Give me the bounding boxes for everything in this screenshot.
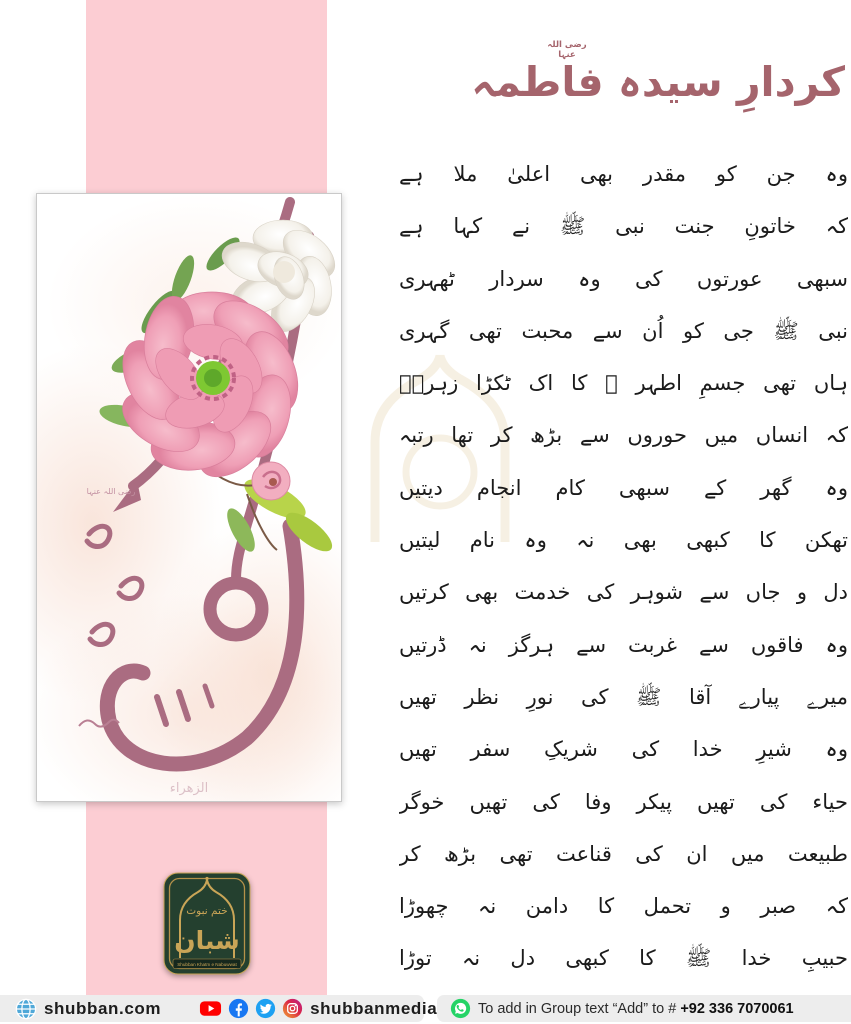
poem-line: نبی ﷺ جی کو اُن سے محبت تھی گہری xyxy=(399,318,848,343)
poem-line: طبیعت میں ان کی قناعت تھی بڑھ کر xyxy=(399,841,848,866)
rose-bud xyxy=(252,462,290,500)
poem-line: کہ انساں میں حوروں سے بڑھ کر تھا رتبہ xyxy=(399,423,848,448)
social-handle[interactable]: shubbanmedia xyxy=(310,998,438,1018)
shubban-logo xyxy=(163,872,251,975)
logo-main-text: شبان xyxy=(174,926,240,955)
poem-line: میرے پیارے آقا ﷺ کی نورِ نظر تھیں xyxy=(399,684,848,709)
website-link[interactable]: shubban.com xyxy=(44,998,162,1018)
youtube-icon[interactable] xyxy=(199,997,222,1020)
whatsapp-number[interactable]: +92 336 7070061 xyxy=(680,1000,794,1017)
logo-top-text: ختم نبوت xyxy=(186,905,228,917)
whatsapp-icon[interactable] xyxy=(450,998,471,1019)
poem-line: کہ صبر و تحمل کا دامن نہ چھوڑا xyxy=(399,894,848,919)
honorific-roundel: رضی اللہ عنہا xyxy=(547,40,587,61)
globe-icon xyxy=(15,998,37,1020)
honorific-stamp: رضی اللہ عنہا xyxy=(86,487,136,496)
poem-line: ہاں تھی جسمِ اطہر ﷺ کا اک ٹکڑا زہرہؓ xyxy=(399,371,848,396)
logo-banner-text: Shubban Khatm e Nabuwwat xyxy=(177,961,237,967)
title-block xyxy=(400,40,847,144)
footer-left-bar xyxy=(0,995,438,1022)
poem-line: کہ خاتونِ جنت نبی ﷺ نے کہا ہے xyxy=(399,214,848,239)
poem-text xyxy=(399,148,848,985)
social-icons-row xyxy=(199,997,303,1020)
whatsapp-instruction xyxy=(478,1001,794,1017)
page-title: کردارِ سیدہ فاطمہ xyxy=(471,58,845,106)
poem-line: سبھی عورتوں کی وہ سردار ٹھہری xyxy=(399,266,848,291)
poem-line: وہ جن کو مقدر بھی اعلیٰ ملا ہے xyxy=(399,162,848,186)
facebook-icon[interactable] xyxy=(228,998,249,1019)
floral-calligraphy-card xyxy=(36,193,342,802)
instagram-icon[interactable] xyxy=(282,998,303,1019)
poem-line: حبیبِ خدا ﷺ کا کبھی دل نہ توڑا xyxy=(399,946,848,971)
twitter-icon[interactable] xyxy=(255,998,276,1019)
floral-calligraphy-art xyxy=(37,194,341,801)
calligraphy-caption: الزهراء xyxy=(169,781,209,796)
poem-line: دل و جاں سے شوہر کی خدمت بھی کرتیں xyxy=(399,580,848,605)
poem-line: تھکن کا کبھی بھی نہ وہ نام لیتیں xyxy=(399,528,848,553)
whatsapp-instruction-text: To add in Group text “Add” to # xyxy=(478,1000,681,1017)
poem-line: حیاء کی تھیں پیکر وفا کی تھیں خوگر xyxy=(399,789,848,814)
poem-line: وہ گھر کے سبھی کام انجام دیتیں xyxy=(399,475,848,500)
poem-line: وہ فاقوں سے غربت سے ہرگز نہ ڈرتیں xyxy=(399,632,848,657)
poem-line: وہ شیرِ خدا کی شریکِ سفر تھیں xyxy=(399,737,848,762)
footer-right-bar xyxy=(437,995,851,1022)
